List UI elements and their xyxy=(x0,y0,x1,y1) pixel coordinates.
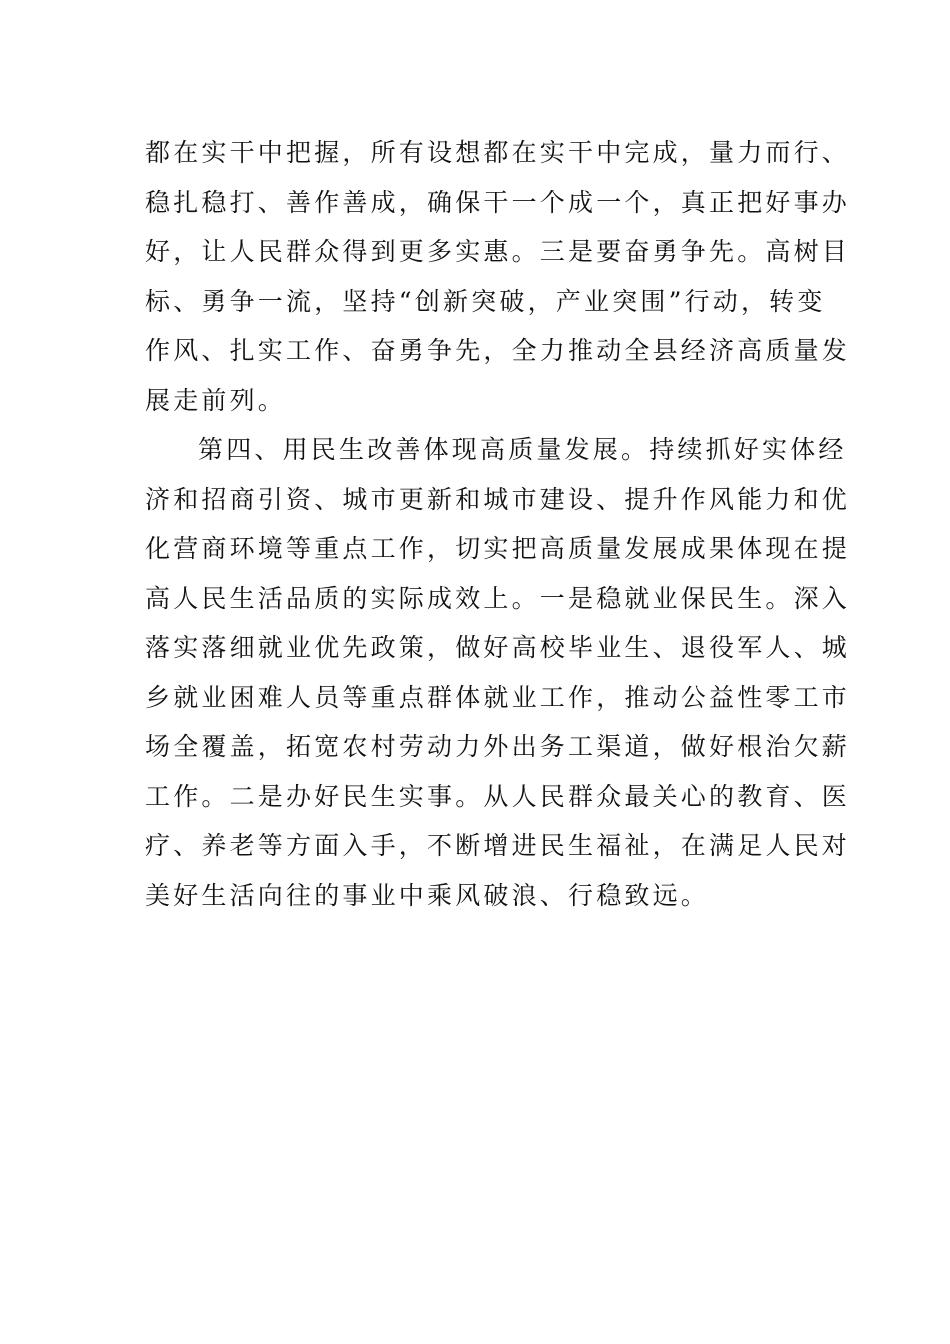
text-line: 济和招商引资、城市更新和城市建设、提升作风能力和优 xyxy=(145,484,851,514)
text-line: 乡就业困难人员等重点群体就业工作，推动公益性零工市 xyxy=(145,682,851,712)
body-text xyxy=(145,128,851,920)
text-line: 疗、养老等方面入手，不断增进民生福祉，在满足人民对 xyxy=(145,831,851,860)
text-line: 美好生活向往的事业中乘风破浪、行稳致远。 xyxy=(145,880,710,910)
text-line: 工作。二是办好民生实事。从人民群众最关心的教育、医 xyxy=(145,781,851,811)
text-line: 都在实干中把握，所有设想都在实干中完成，量力而行、 xyxy=(145,138,851,167)
text-line: 好，让人民群众得到更多实惠。三是要奋勇争先。高树目 xyxy=(145,237,851,266)
text-line: 稳扎稳打、善作善成，确保干一个成一个，真正把好事办 xyxy=(145,187,851,217)
text-line: 高人民生活品质的实际成效上。一是稳就业保民生。深入 xyxy=(145,583,851,613)
text-line: 化营商环境等重点工作，切实把高质量发展成果体现在提 xyxy=(145,534,851,563)
paragraph-start-line: 第四、用民生改善体现高质量发展。持续抓好实体经 xyxy=(198,435,847,464)
text-line: 场全覆盖，拓宽农村劳动力外出务工渠道，做好根治欠薪 xyxy=(145,732,851,761)
text-line: 展走前列。 xyxy=(145,385,287,415)
text-line: 作风、扎实工作、奋勇争先，全力推动全县经济高质量发 xyxy=(145,336,851,365)
text-line: 落实落细就业优先政策，做好高校毕业生、退役军人、城 xyxy=(145,633,851,662)
text-line: 标、勇争一流，坚持“创新突破，产业突围”行动，转变 xyxy=(145,286,826,316)
